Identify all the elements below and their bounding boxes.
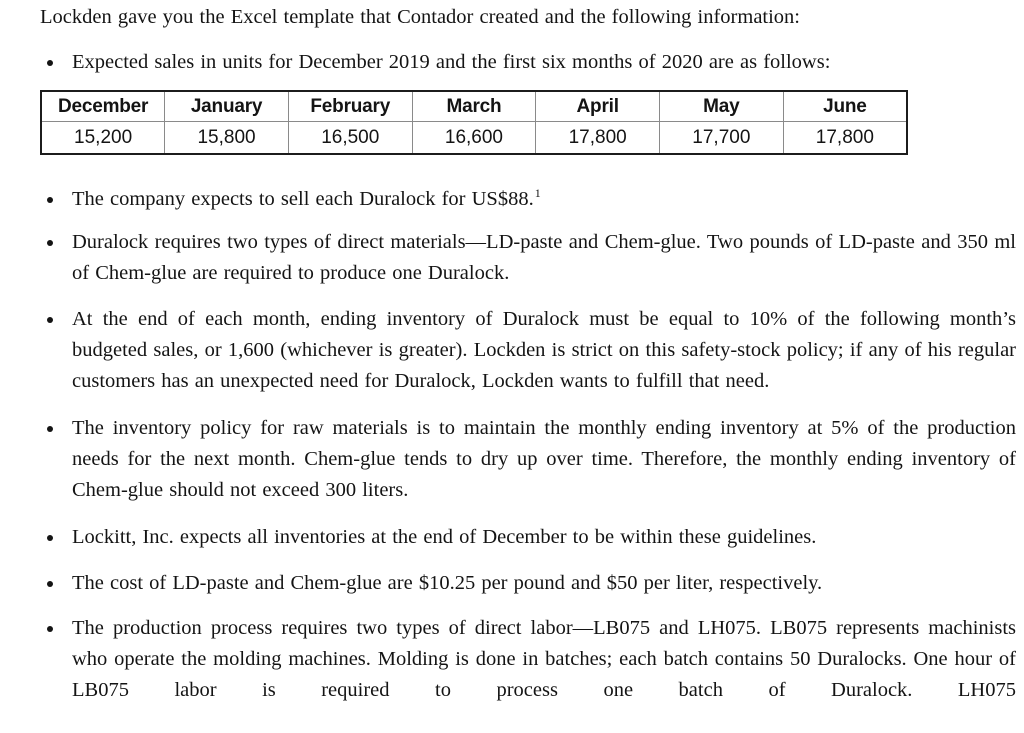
bullet-item-ending-inventory-policy xyxy=(40,304,1016,397)
table-cell: 15,800 xyxy=(165,122,289,155)
sales-table-header-row xyxy=(41,91,907,122)
bullet-marker xyxy=(47,317,53,323)
bullet-text: Expected sales in units for December 2019 and the first six months of 2020 are as follows: xyxy=(72,51,831,73)
bullet-item-expected-sales xyxy=(40,47,1016,78)
bullet-marker xyxy=(47,426,53,432)
footnote-ref: 1 xyxy=(534,186,541,201)
table-header-cell: June xyxy=(783,91,907,122)
bullet-marker xyxy=(47,240,53,246)
bullet-marker xyxy=(47,197,53,203)
table-header-cell: May xyxy=(660,91,784,122)
bullet-text: The production process requires two types of direct labor—LB075 and LH075. LB075 represents machinists who operate the molding machines. Molding is done in batches; each batch contains 50 Duralocks. One hour of LB075 labor is required to process one batch of Duralock. LH075 xyxy=(72,617,1016,701)
table-header-cell: April xyxy=(536,91,660,122)
bullet-text: At the end of each month, ending inventory of Duralock must be equal to 10% of the following month’s budgeted sales, or 1,600 (whichever is greater). Lockden is strict on this safety-stock policy; if any of his regular customers has an unexpected need for Duralock, Lockden wants to fulfill that need. xyxy=(72,308,1016,392)
intro-paragraph: Lockden gave you the Excel template that Contador created and the following information: xyxy=(40,6,800,28)
table-header-cell: March xyxy=(412,91,536,122)
bullet-text: The company expects to sell each Duralock for US$88. xyxy=(72,188,534,210)
bullet-item-selling-price xyxy=(40,184,1016,215)
bullet-text: The inventory policy for raw materials is to maintain the monthly ending inventory at 5% of the production needs for the next month. Chem-glue tends to dry up over time. Therefore, the monthly ending inventory of Chem-glue should not exceed 300 liters. xyxy=(72,417,1016,501)
bullet-item-material-costs xyxy=(40,568,1016,599)
bullet-item-direct-labor xyxy=(40,613,1016,706)
table-cell: 15,200 xyxy=(41,122,165,155)
bullet-text: The cost of LD-paste and Chem-glue are $10.25 per pound and $50 per liter, respectively. xyxy=(72,572,823,594)
table-cell: 17,800 xyxy=(536,122,660,155)
table-header-cell: January xyxy=(165,91,289,122)
bullet-item-december-guidelines xyxy=(40,522,1016,553)
table-cell: 17,700 xyxy=(660,122,784,155)
table-cell: 16,600 xyxy=(412,122,536,155)
bullet-text: Duralock requires two types of direct materials—LD-paste and Chem-glue. Two pounds of LD-paste and 350 ml of Chem-glue are required to produce one Duralock. xyxy=(72,231,1016,284)
bullet-marker xyxy=(47,626,53,632)
bullet-text: Lockitt, Inc. expects all inventories at the end of December to be within these guidelines. xyxy=(72,526,817,548)
bullet-item-raw-materials-policy xyxy=(40,413,1016,506)
table-cell: 17,800 xyxy=(783,122,907,155)
table-cell: 16,500 xyxy=(288,122,412,155)
table-header-cell: December xyxy=(41,91,165,122)
table-header-cell: February xyxy=(288,91,412,122)
bullet-marker xyxy=(47,60,53,66)
bullet-item-direct-materials xyxy=(40,227,1016,289)
sales-table-value-row xyxy=(41,122,907,155)
bullet-marker xyxy=(47,535,53,541)
sales-table xyxy=(40,90,908,155)
bullet-marker xyxy=(47,581,53,587)
